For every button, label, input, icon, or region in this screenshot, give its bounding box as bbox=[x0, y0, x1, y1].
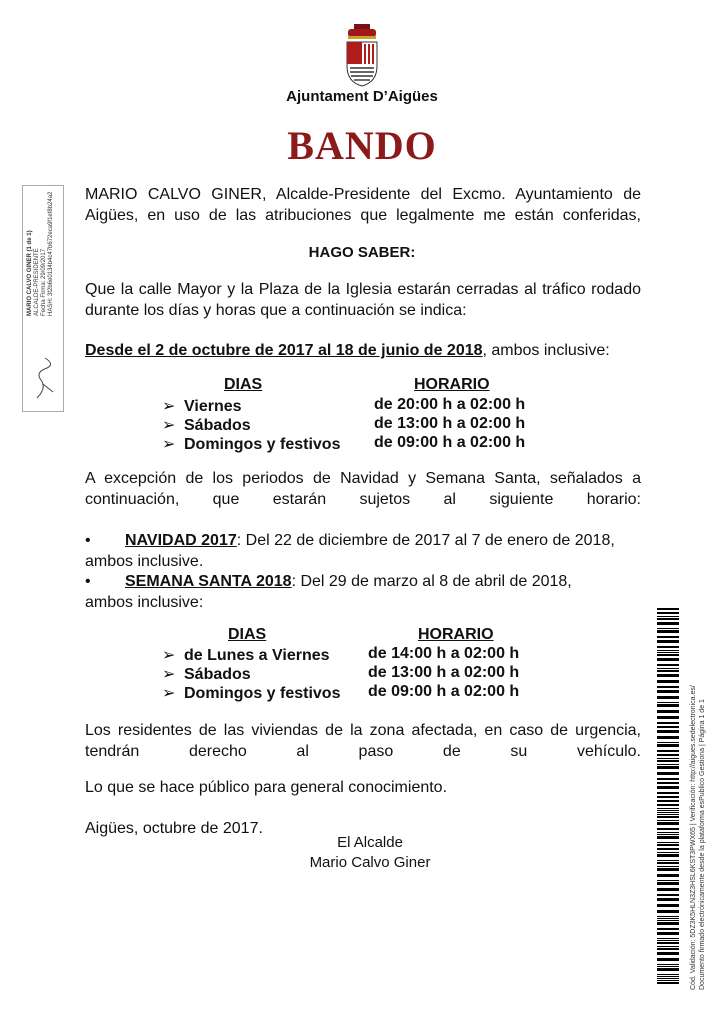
schedule-row: ➢ Domingos y festivos de 09:00 h a 02:00 h bbox=[162, 683, 520, 702]
schedule-table-2 bbox=[162, 626, 562, 702]
document-title: BANDO bbox=[287, 123, 437, 168]
schedule-1-header-horario: HORARIO bbox=[414, 376, 490, 393]
arrow-bullet-icon: ➢ bbox=[162, 417, 176, 434]
period-suffix: , ambos inclusive: bbox=[482, 342, 610, 359]
period-line bbox=[85, 340, 641, 361]
schedule-2-header-horario: HORARIO bbox=[418, 626, 494, 643]
period-item-semana-santa: • SEMANA SANTA 2018: Del 29 de marzo al 8 de abril de 2018, ambos inclusive: bbox=[85, 573, 572, 611]
handwritten-signature-mark bbox=[33, 354, 57, 404]
exception-paragraph: A excepción de los periodos de Navidad y Semana Santa, señalados a continuación, que estarán sujetos al siguiente horario: bbox=[85, 470, 641, 508]
arrow-bullet-icon: ➢ bbox=[162, 647, 176, 664]
verification-code-text: Cód. Validación: 5DZ3K5HLN3Z3HSL6KST3PWX65 | Verificación: http://aigues.sedelectronica.es/ bbox=[690, 685, 697, 990]
schedule-table-1 bbox=[162, 376, 562, 453]
place-date-line: Aigües, octubre de 2017. bbox=[85, 820, 263, 837]
schedule-row: ➢ Sábados de 13:00 h a 02:00 h bbox=[162, 415, 526, 434]
stamp-date: Fecha Firma: 29/09/2017 bbox=[41, 248, 47, 316]
bullet-icon: • bbox=[85, 532, 91, 549]
stamp-hash: HASH: 3f2b6e0134b4c47b672eca9f1ef8b24a2 bbox=[48, 191, 54, 316]
arrow-bullet-icon: ➢ bbox=[162, 666, 176, 683]
public-notice-line: Lo que se hace público para general conocimiento. bbox=[85, 779, 448, 796]
arrow-bullet-icon: ➢ bbox=[162, 398, 176, 415]
intro-paragraph: MARIO CALVO GINER, Alcalde-Presidente del Excmo. Ayuntamiento de Aigües, en uso de las atribuciones que legalmente me están conferidas, bbox=[85, 186, 641, 224]
schedule-2-header-dias: DIAS bbox=[228, 626, 267, 643]
closure-paragraph: Que la calle Mayor y la Plaza de la Iglesia estarán cerradas al tráfico rodado durante los días y horas que a continuación se indica: bbox=[85, 281, 641, 319]
verification-platform-text: Documento firmado electrónicamente desde la plataforma esPublico Gestiona | Página 1 de 1 bbox=[699, 699, 706, 990]
period-dates: Desde el 2 de octubre de 2017 al 18 de junio de 2018 bbox=[85, 342, 483, 359]
schedule-1-header-dias: DIAS bbox=[224, 376, 263, 393]
municipality-name: Ajuntament D’Aigües bbox=[286, 88, 438, 105]
schedule-row: ➢ Domingos y festivos de 09:00 h a 02:00 h bbox=[162, 434, 526, 453]
schedule-row: ➢ de Lunes a Viernes de 14:00 h a 02:00 h bbox=[162, 645, 520, 664]
arrow-bullet-icon: ➢ bbox=[162, 685, 176, 702]
stamp-role: ALCALDE-PRESIDENTE bbox=[34, 248, 40, 316]
municipal-coat-of-arms bbox=[342, 22, 382, 88]
bullet-icon: • bbox=[85, 573, 91, 590]
signature-name: Mario Calvo Giner bbox=[309, 854, 431, 871]
signature-role: El Alcalde bbox=[337, 834, 403, 851]
arrow-bullet-icon: ➢ bbox=[162, 436, 176, 453]
electronic-signature-stamp bbox=[22, 185, 64, 412]
schedule-row: ➢ Viernes de 20:00 h a 02:00 h bbox=[162, 396, 526, 415]
validation-barcode bbox=[657, 608, 679, 988]
hago-saber-heading: HAGO SABER: bbox=[308, 244, 416, 261]
stamp-signer: MARIO CALVO GINER (1 de 1) bbox=[27, 230, 33, 316]
period-item-navidad: • NAVIDAD 2017: Del 22 de diciembre de 2017 al 7 de enero de 2018, ambos inclusive. bbox=[85, 532, 615, 570]
residents-paragraph: Los residentes de las viviendas de la zona afectada, en caso de urgencia, tendrán derecho al paso de su vehículo. bbox=[85, 722, 641, 760]
schedule-row: ➢ Sábados de 13:00 h a 02:00 h bbox=[162, 664, 520, 683]
